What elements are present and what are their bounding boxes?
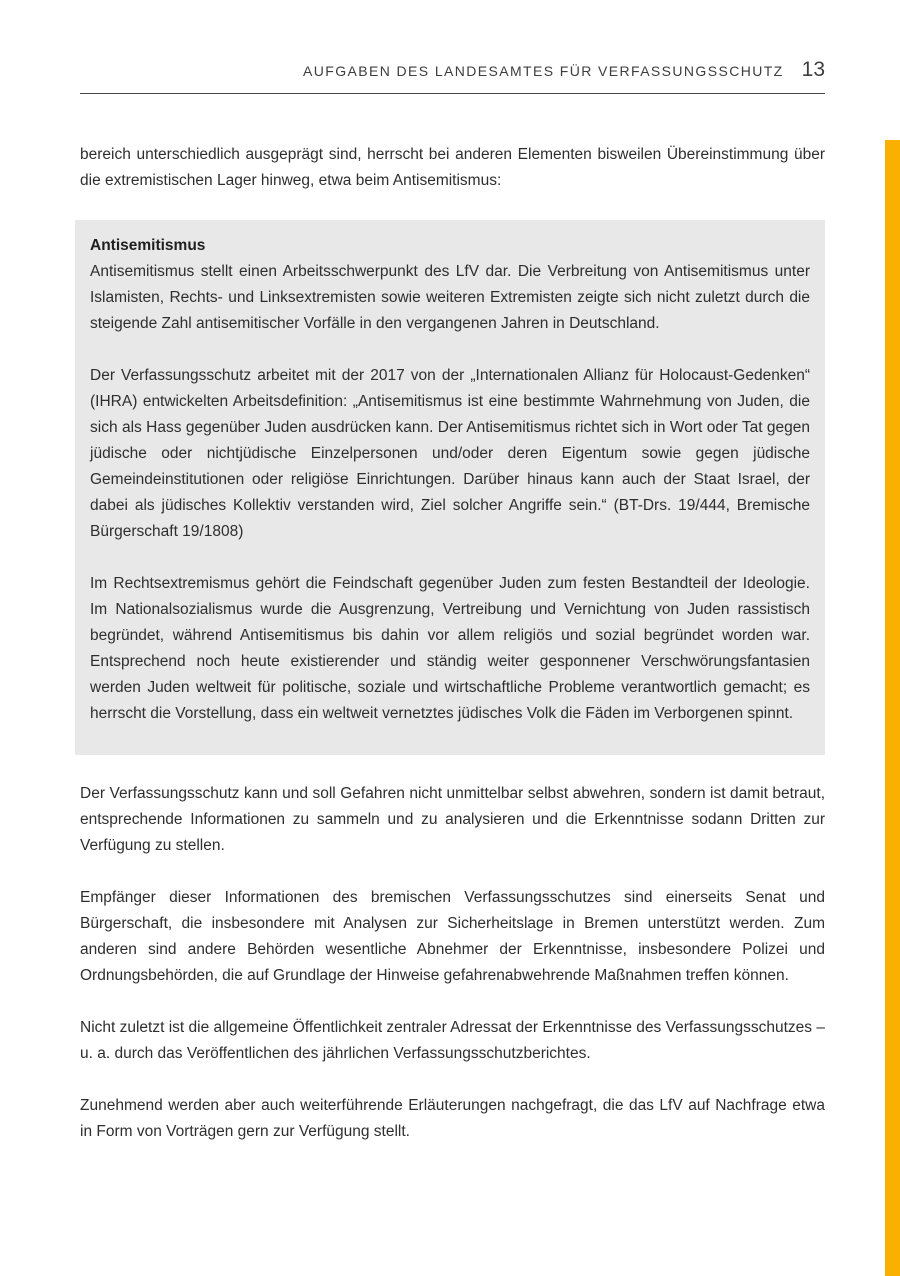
header-rule xyxy=(80,93,825,94)
accent-bar xyxy=(885,140,900,1276)
page-number: 13 xyxy=(801,58,825,81)
info-box-paragraph: Antisemitismus stellt einen Arbeitsschwerpunkt des LfV dar. Die Verbreitung von Antisemitismus unter Islamisten, Rechts- und Linksextremisten sowie weiteren Extremisten zeigte sich nicht zuletzt durch die steigende Zahl antisemitischer Vorfälle in den vergangenen Jahren in Deutschland. xyxy=(90,263,810,332)
body-paragraph: Der Verfassungsschutz kann und soll Gefahren nicht unmittelbar selbst abwehren, sondern ist damit betraut, entsprechende Informationen zu sammeln und zu analysieren und die Erkenntnisse sodann Dritten zur Verfügung zu stellen. xyxy=(80,785,825,854)
body-paragraph: Zunehmend werden aber auch weiterführende Erläuterungen nachgefragt, die das LfV auf Nachfrage etwa in Form von Vorträgen gern zur Verfügung stellt. xyxy=(80,1097,825,1140)
intro-paragraph: bereich unterschiedlich ausgeprägt sind, herrscht bei anderen Elementen bisweilen Übereinstimmung über die extremistischen Lager hinweg, etwa beim Antisemitismus: xyxy=(80,146,825,189)
info-box-paragraph: Im Rechtsextremismus gehört die Feindschaft gegenüber Juden zum festen Bestandteil der Ideologie. Im Nationalsozialismus wurde die Ausgrenzung, Vertreibung und Vernichtung von Juden rassistisch begründet, während Antisemitismus bis dahin vor allem religiös und sozial begründet worden war. Entsprechend noch heute existierender und ständig weiter gesponnener Verschwörungsfantasien werden Juden weltweit für politische, soziale und wirtschaftliche Probleme verantwortlich gemacht; es herrscht die Vorstellung, dass ein weltweit vernetztes jüdisches Volk die Fäden im Verborgenen spinnt. xyxy=(90,575,810,722)
body-paragraph: Empfänger dieser Informationen des bremischen Verfassungsschutzes sind einerseits Senat und Bürgerschaft, die insbesondere mit Analysen zur Sicherheitslage in Bremen unterstützt werden. Zum anderen sind andere Behörden wesentliche Abnehmer der Erkenntnisse, insbesondere Polizei und Ordnungsbehörden, die auf Grundlage der Hinweise gefahrenabwehrende Maßnahmen treffen können. xyxy=(80,889,825,984)
page-body xyxy=(80,142,825,1145)
info-box-title: Antisemitismus xyxy=(90,237,206,254)
info-box-paragraph: Der Verfassungsschutz arbeitet mit der 2017 von der „Internationalen Allianz für Holocaust-Gedenken“ (IHRA) entwickelten Arbeitsdefinition: „Antisemitismus ist eine bestimmte Wahrnehmung von Juden, die sich als Hass gegenüber Juden ausdrücken kann. Der Antisemitismus richtet sich in Wort oder Tat gegen jüdische oder nichtjüdische Einzelpersonen und/oder deren Eigentum sowie gegen jüdische Gemeindeinstitutionen oder religiöse Einrichtungen. Darüber hinaus kann auch der Staat Israel, der dabei als jüdisches Kollektiv verstanden wird, Ziel solcher Angriffe sein.“ (BT-Drs. 19/444, Bremische Bürgerschaft 19/1808) xyxy=(90,367,810,540)
body-paragraph: Nicht zuletzt ist die allgemeine Öffentlichkeit zentraler Adressat der Erkenntnisse des Verfassungsschutzes – u. a. durch das Veröffentlichen des jährlichen Verfassungsschutzberichtes. xyxy=(80,1019,825,1062)
running-header-title: AUFGABEN DES LANDESAMTES FÜR VERFASSUNGSSCHUTZ xyxy=(303,63,784,79)
antisemitismus-info-box xyxy=(75,220,825,755)
page-header xyxy=(80,58,825,82)
